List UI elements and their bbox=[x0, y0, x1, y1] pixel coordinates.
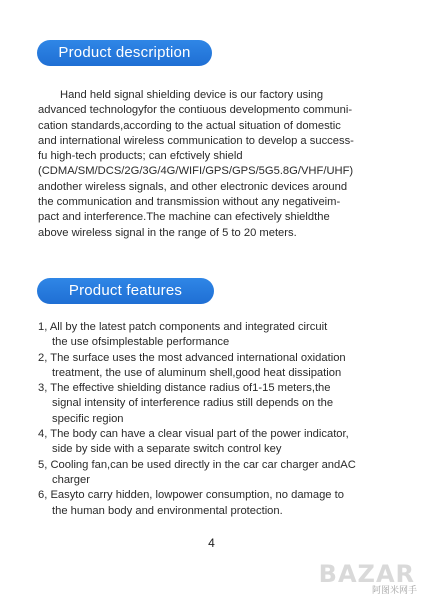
description-line: cation standards,according to the actual situation of domestic bbox=[38, 119, 341, 132]
description-line: above wireless signal in the range of 5 to 20 meters. bbox=[38, 226, 297, 239]
watermark-logo: BAZAR bbox=[318, 560, 415, 588]
feature-line: side by side with a separate switch control key bbox=[52, 443, 282, 456]
description-line: (CDMA/SM/DCS/2G/3G/4G/WIFI/GPS/GPS/5G5.8G/VHF/UHF) bbox=[38, 165, 354, 178]
section-title-product-description: Product description bbox=[37, 40, 212, 66]
feature-line: 4, The body can have a clear visual part of the power indicator, bbox=[38, 428, 349, 441]
feature-line: 2, The surface uses the most advanced international oxidation bbox=[38, 351, 346, 364]
product-description-paragraph bbox=[38, 88, 393, 241]
feature-item bbox=[38, 381, 393, 427]
description-line: and international wireless communication to develop a success- bbox=[38, 134, 354, 147]
page-number: 4 bbox=[208, 536, 215, 550]
feature-line: 3, The effective shielding distance radius of1-15 meters,the bbox=[38, 382, 331, 395]
feature-line: 1, All by the latest patch components and integrated circuit bbox=[38, 321, 328, 333]
feature-line: signal intensity of interference radius still depends on the bbox=[52, 397, 334, 410]
feature-line: treatment, the use of aluminum shell,good heat dissipation bbox=[52, 366, 342, 379]
feature-item bbox=[38, 488, 393, 519]
description-line: fu high-tech products; can efctively shield bbox=[38, 150, 243, 163]
feature-line: charger bbox=[52, 473, 90, 486]
product-features-list bbox=[38, 320, 393, 519]
description-line: pact and interference.The machine can efectively shieldthe bbox=[38, 211, 330, 224]
description-line: andother wireless signals, and other electronic devices around bbox=[38, 180, 348, 193]
watermark-caption: 阿图米网手 bbox=[371, 586, 417, 596]
feature-line: the human body and environmental protection. bbox=[52, 504, 283, 517]
feature-line: specific region bbox=[52, 412, 124, 425]
description-line: Hand held signal shielding device is our factory using bbox=[60, 89, 324, 101]
feature-line: the use ofsimplestable performance bbox=[52, 336, 230, 349]
feature-item bbox=[38, 458, 393, 489]
section-title-product-features: Product features bbox=[37, 278, 214, 304]
feature-line: 5, Cooling fan,can be used directly in the car car charger andAC bbox=[38, 458, 356, 471]
feature-item bbox=[38, 427, 393, 458]
description-line: the communication and transmission without any negativeim- bbox=[38, 196, 341, 209]
feature-item bbox=[38, 351, 393, 382]
description-line: advanced technologyfor the contiuous developmento communi- bbox=[38, 104, 353, 117]
feature-line: 6, Easyto carry hidden, lowpower consumption, no damage to bbox=[38, 489, 344, 502]
feature-item bbox=[38, 320, 393, 351]
